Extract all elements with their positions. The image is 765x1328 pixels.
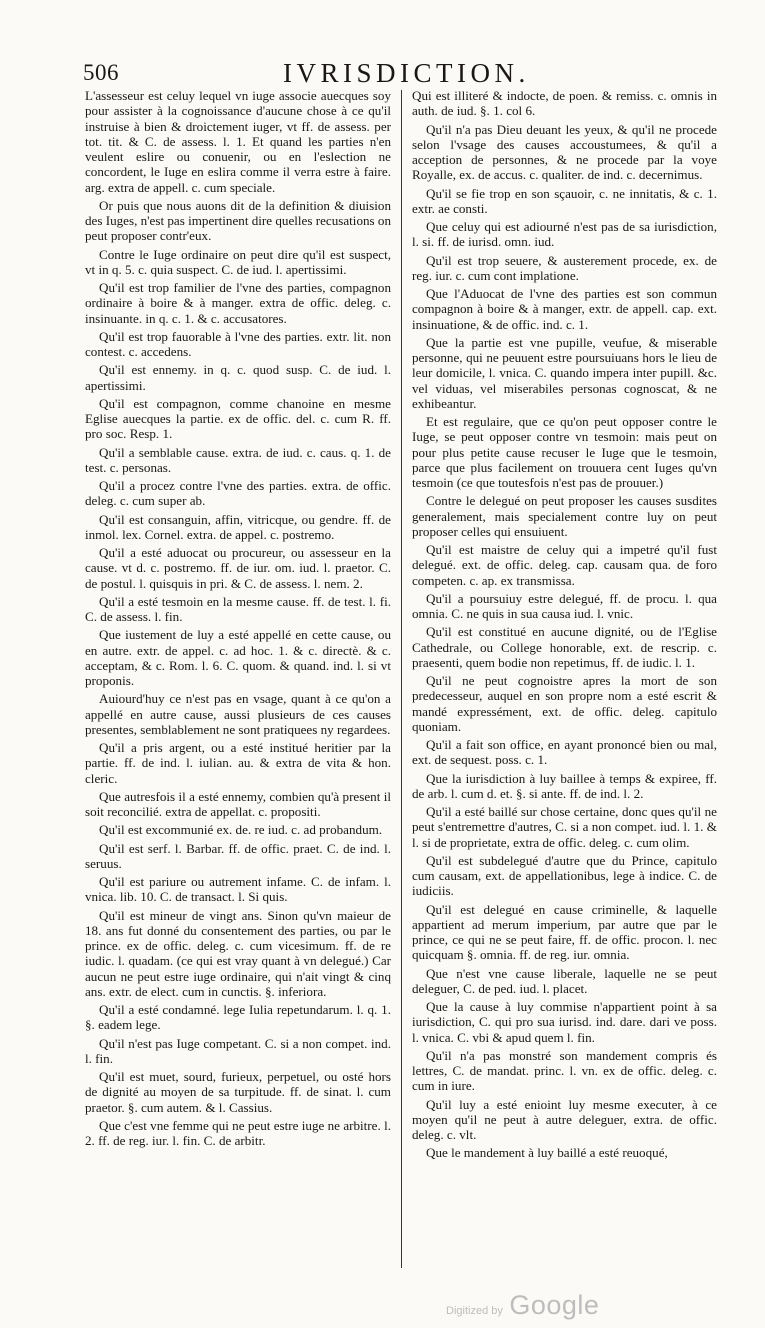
paragraph: L'assesseur est celuy lequel vn iuge associe auecques soy pour assister à la cognoissance d'aucune chose à ce qu'il instruise à bien & droictement iuger, vt ff. de assess. per tot. tit. & C. de assess. l. 1. Et quand les parties n'en veulent eslire ou conuenir, ou en l'eslection ne concordent, le Iuge en eslira comme il verra estre à faire. arg. extra de appell. c. cum speciale. xyxy=(85,88,391,195)
paragraph: Contre le Iuge ordinaire on peut dire qu'il est suspect, vt in q. 5. c. quia suspect. C. de iud. l. apertissimi. xyxy=(85,246,391,277)
paragraph: Qu'il est excommunié ex. de. re iud. c. ad probandum. xyxy=(99,822,383,838)
paragraph: Or puis que nous auons dit de la definition & diuision des Iuges, n'est pas impertinent dire quelles recusations on peut proposer contr'eux. xyxy=(85,197,391,244)
paragraph: Qu'il n'a pas monstré son mandement compris és lettres, C. de mandat. princ. l. vn. ex de offic. deleg. c. cum in iure. xyxy=(412,1047,717,1094)
paragraph: Qu'il a semblable cause. extra. de iud. c. caus. q. 1. de test. c. personas. xyxy=(85,444,391,475)
paragraph: Qu'il est muet, sourd, furieux, perpetuel, ou osté hors de dignité au moyen de sa turpitude. ff. de sinat. l. cum praetor. §. cum autem. & l. Cassius. xyxy=(85,1069,391,1115)
paragraph: Et est regulaire, que ce qu'on peut opposer contre le Iuge, se peut opposer contre vn tesmoin: mais peut on pour plus petite cause recuser le Iuge que le tesmoin, parce que plus facilement on trouuera cent Iuges qu'vn tesmoin (ce que toutesfois n'est pas de prouuer.) xyxy=(412,414,717,490)
paragraph: Qu'il est delegué en cause criminelle, & laquelle appartient ad merum imperium, par autre que par le prince, ce qui ne se peut faire, ff. de offic. procon. l. nec quicquam §. omnia. ff. de reg. iur. omnia. xyxy=(412,901,717,963)
paragraph: Qu'il est constitué en aucune dignité, ou de l'Eglise Cathedrale, ou College honorable, ext. de rescrip. c. praesenti, quem bodie non repetimus, ff. de iudic. l. 1. xyxy=(412,624,717,670)
paragraph: Que c'est vne femme qui ne peut estre iuge ne arbitre. l. 2. ff. de reg. iur. l. fin. C. de arbitr. xyxy=(85,1117,391,1148)
right-text-column xyxy=(412,88,717,1164)
paragraph: Qu'il ne peut cognoistre apres la mort de son predecesseur, auquel en son propre nom a esté escrit & mandé expressément, ext. de offic. deleg. capitulo quoniam. xyxy=(412,673,717,734)
paragraph: Qu'il luy a esté enioint luy mesme executer, à ce moyen qu'il ne peut à autre deleguer, extra. de offic. deleg. c. vlt. xyxy=(412,1096,717,1142)
paragraph: Qu'il n'a pas Dieu deuant les yeux, & qu'il ne procede selon l'vsage des causes accoustumees, & qu'il a acception de personnes, & ne procede par la voye Royalle, ex. de accus. c. qualiter. de ind. c. decernimus. xyxy=(412,121,717,183)
paragraph: Que iustement de luy a esté appellé en cette cause, ou en autre. extr. de appel. c. ad hoc. 1. & c. directè. & c. acceptam, & c. Rom. l. 6. C. quom. & quand. ind. l. si vt proponis. xyxy=(85,627,391,688)
paragraph: Qu'il a poursuiuy estre delegué, ff. de procu. l. qua omnia. C. ne quis in sua causa iud. l. vnic. xyxy=(412,590,717,621)
paragraph: Que la partie est vne pupille, veufue, & miserable personne, qui ne peuuent estre poursuiuans hors le lieu de leur domicile, l. vnica. C. quando impera inter pupill. &c. vel viduas, vel miserabiles personas cognoscat, & ne exhibeantur. xyxy=(412,334,717,411)
paragraph: Qu'il se fie trop en son sçauoir, c. ne innitatis, & c. 1. extr. ae consti. xyxy=(412,185,717,216)
paragraph: Que autresfois il a esté ennemy, combien qu'à present il soit reconcilié. extra de appellat. c. propositi. xyxy=(85,788,391,819)
column-divider xyxy=(401,90,402,1268)
paragraph: Qu'il a esté baillé sur chose certaine, donc ques qu'il ne peut s'entremettre d'autres, C. si a non compet. iud. l. 1. & l. si de proprietate, extra de offic. deleg. c. cum olim. xyxy=(412,804,717,850)
paragraph: Qu'il est subdelegué d'autre que du Prince, capitulo cum causam, ext. de appellationibus, lege à indice. C. de iudiciis. xyxy=(412,852,717,899)
paragraph: Qu'il a pris argent, ou a esté institué heritier par la partie. ff. de ind. l. iulian. au. & extra de vita & hon. cleric. xyxy=(85,740,391,786)
paragraph: Auiourd'huy ce n'est pas en vsage, quant à ce qu'on a appellé en autre cause, aussi plusieurs de ces causes presentes, semblablement ne sont pratiquees ny regardees. xyxy=(85,691,391,737)
left-text-column xyxy=(85,88,391,1151)
paragraph: Qu'il a esté condamné. lege Iulia repetundarum. l. q. 1. §. eadem lege. xyxy=(85,1002,391,1033)
paragraph: Qu'il est trop seuere, & austerement procede, ex. de reg. iur. c. cum cont implatione. xyxy=(412,252,717,283)
paragraph: Qu'il est serf. l. Barbar. ff. de offic. praet. C. de ind. l. seruus. xyxy=(85,840,391,871)
paragraph: Qu'il est trop familier de l'vne des parties, compagnon ordinaire à boire & à manger. extra de offic. deleg. c. insinuante. in q. c. 1. & c. accusatores. xyxy=(85,280,391,326)
paragraph: Qu'il a esté aduocat ou procureur, ou assesseur en la cause. vt d. c. postremo. ff. de iur. om. iud. l. praetor. C. de postul. l. quisquis in pri. & C. de assess. l. nem. 2. xyxy=(85,545,391,591)
paragraph: Que n'est vne cause liberale, laquelle ne se peut deleguer, C. de ped. iud. l. placet. xyxy=(412,965,717,996)
paragraph: Que celuy qui est adiourné n'est pas de sa iurisdiction, l. si. ff. de iurisd. omn. iud. xyxy=(412,219,717,250)
paragraph: Qu'il a procez contre l'vne des parties. extra. de offic. deleg. c. cum super ab. xyxy=(85,478,391,509)
running-head: IVRISDICTION. xyxy=(283,58,530,88)
paragraph: Qu'il est trop fauorable à l'vne des parties. extr. lit. non contest. c. accedens. xyxy=(85,328,391,359)
paragraph: Qu'il n'est pas Iuge competant. C. si a non compet. ind. l. fin. xyxy=(85,1035,391,1066)
paragraph: Qu'il est ennemy. in q. c. quod susp. C. de iud. l. apertissimi. xyxy=(85,362,391,393)
paragraph: Que la iurisdiction à luy baillee à temps & expiree, ff. de arb. l. cum d. et. §. si ante. ff. de ind. l. 2. xyxy=(412,770,717,801)
paragraph: Qu'il est maistre de celuy qui a impetré qu'il fust delegué. ext. de offic. deleg. cap. causam qua. de foro competen. c. ap. ex transmissa. xyxy=(412,542,717,588)
paragraph: Qu'il a fait son office, en ayant prononcé bien ou mal, ext. de sequest. poss. c. 1. xyxy=(412,737,717,768)
paragraph: Qu'il est compagnon, comme chanoine en mesme Eglise auecques la partie. ex de offic. del. c. cum R. ff. pro soc. Resp. 1. xyxy=(85,395,391,442)
google-logo: Google xyxy=(509,1290,600,1320)
paragraph: Contre le delegué on peut proposer les causes susdites generalement, mais specialement contre luy on peut proposer celles qui ensuiuent. xyxy=(412,493,717,539)
paragraph: Qu'il a esté tesmoin en la mesme cause. ff. de test. l. fi. C. de assess. l. fin. xyxy=(85,593,391,624)
paragraph: Qui est illiteré & indocte, de poen. & remiss. c. omnis in auth. de iud. §. 1. col 6. xyxy=(412,88,717,119)
paragraph: Qu'il est mineur de vingt ans. Sinon qu'vn maieur de 18. ans fut donné du consentement des parties, ou par le prince. ex de offic. deleg. c. cum vicesimum. ff. de re iudic. l. quadam. (ce qui est vray quant à vn delegué.) Car aucun ne peut estre iuge ordinaire, qui n'ait vingt & cinq ans. extr. de elect. cum in cunctis. §. inferiora. xyxy=(85,907,391,999)
paragraph: Qu'il est consanguin, affin, vitricque, ou gendre. ff. de inmol. lex. Cornel. extra. de appel. c. postremo. xyxy=(85,511,391,542)
watermark-prefix: Digitized by xyxy=(446,1305,503,1317)
digitized-watermark xyxy=(446,1290,599,1321)
paragraph: Qu'il est pariure ou autrement infame. C. de infam. l. vnica. lib. 10. C. de transact. l. Si quis. xyxy=(85,874,391,905)
paragraph: Que l'Aduocat de l'vne des parties est son commun compagnon à boire & à manger, extr. de appell. cap. ext. insinuatione, & de offic. ind. c. 1. xyxy=(412,286,717,332)
paragraph: Que la cause à luy commise n'appartient point à sa iurisdiction, C. qui pro sua iurisd. ind. dare. dari ve poss. l. vnica. C. vbi & apud quem l. fin. xyxy=(412,999,717,1045)
paragraph: Que le mandement à luy baillé a esté reuoqué, xyxy=(426,1145,668,1161)
page-number: 506 xyxy=(83,60,119,85)
